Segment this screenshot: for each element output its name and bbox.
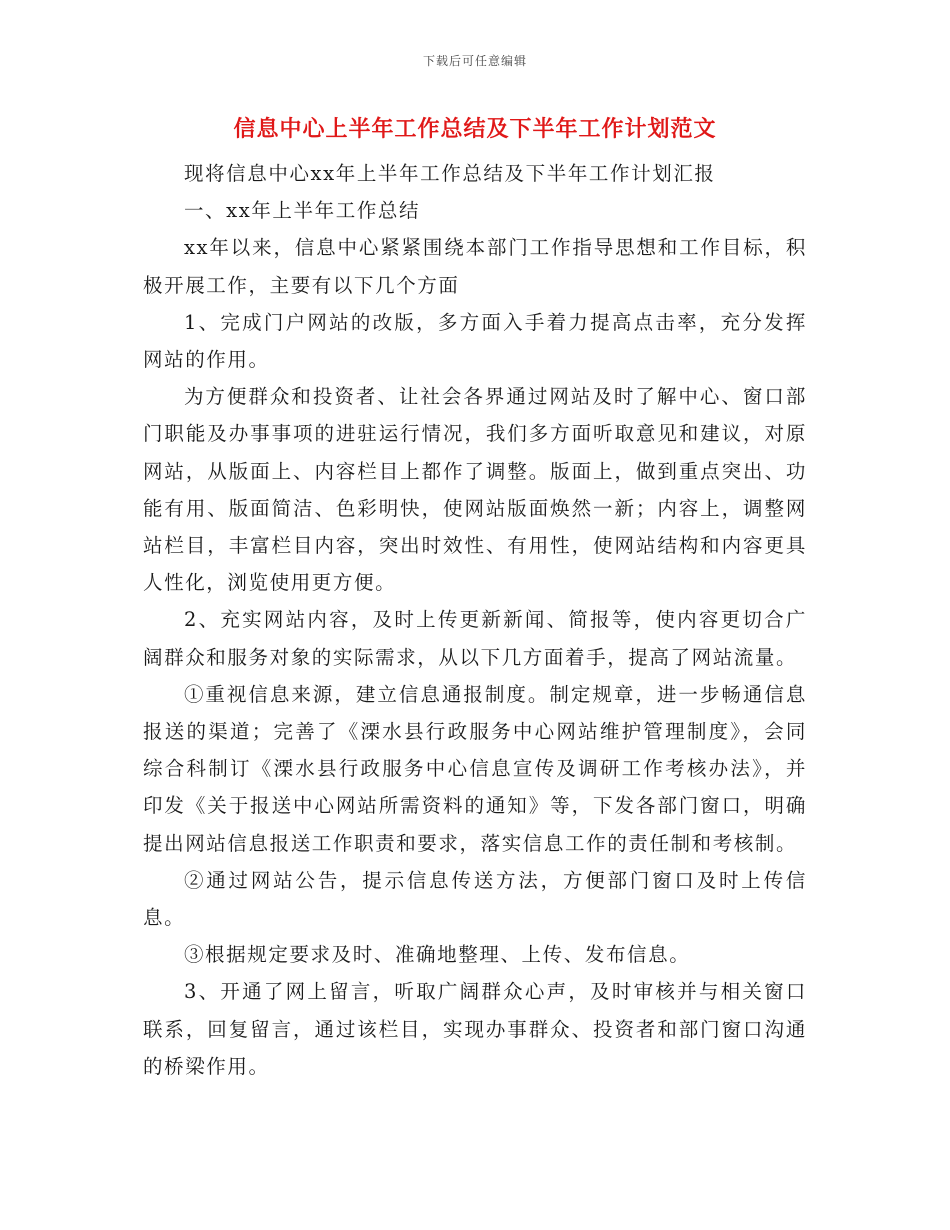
document-body [143, 155, 807, 1085]
paragraph: xx年以来，信息中心紧紧围绕本部门工作指导思想和工作目标，积极开展工作，主要有以下几个方面 [143, 236, 807, 297]
paragraph: 为方便群众和投资者、让社会各界通过网站及时了解中心、窗口部门职能及办事事项的进驻运行情况，我们多方面听取意见和建议，对原网站，从版面上、内容栏目上都作了调整。版面上，做到重点突出、功能有用、版面简洁、色彩明快，使网站版面焕然一新；内容上，调整网站栏目，丰富栏目内容，突出时效性、有用性，使网站结构和内容更具人性化，浏览使用更方便。 [143, 385, 807, 595]
header-note: 下载后可任意编辑 [422, 54, 527, 68]
paragraph: 2、充实网站内容，及时上传更新新闻、简报等，使内容更切合广阔群众和服务对象的实际需求，从以下几方面着手，提高了网站流量。 [143, 608, 807, 669]
paragraph: 1、完成门户网站的改版，多方面入手着力提高点击率，充分发挥网站的作用。 [143, 310, 807, 372]
paragraph: ①重视信息来源，建立信息通报制度。制定规章，进一步畅通信息报送的渠道；完善了《溧水县行政服务中心网站维护管理制度》，会同综合科制订《溧水县行政服务中心信息宣传及调研工作考核办法》，并印发《关于报送中心网站所需资料的通知》等，下发各部门窗口，明确提出网站信息报送工作职责和要求，落实信息工作的责任制和考核制。 [143, 682, 807, 855]
paragraph: ②通过网站公告，提示信息传送方法，方便部门窗口及时上传信息。 [143, 868, 807, 930]
document-title: 信息中心上半年工作总结及下半年工作计划范文 [233, 117, 717, 142]
paragraph: ③根据规定要求及时、准确地整理、上传、发布信息。 [183, 943, 691, 967]
paragraph-intro: 现将信息中心xx年上半年工作总结及下半年工作计划汇报 [183, 162, 716, 185]
section-heading: 一、xx年上半年工作总结 [183, 199, 421, 223]
paragraph: 3、开通了网上留言，听取广阔群众心声，及时审核并与相关窗口联系，回复留言，通过该栏目，实现办事群众、投资者和部门窗口沟通的桥梁作用。 [143, 980, 807, 1078]
